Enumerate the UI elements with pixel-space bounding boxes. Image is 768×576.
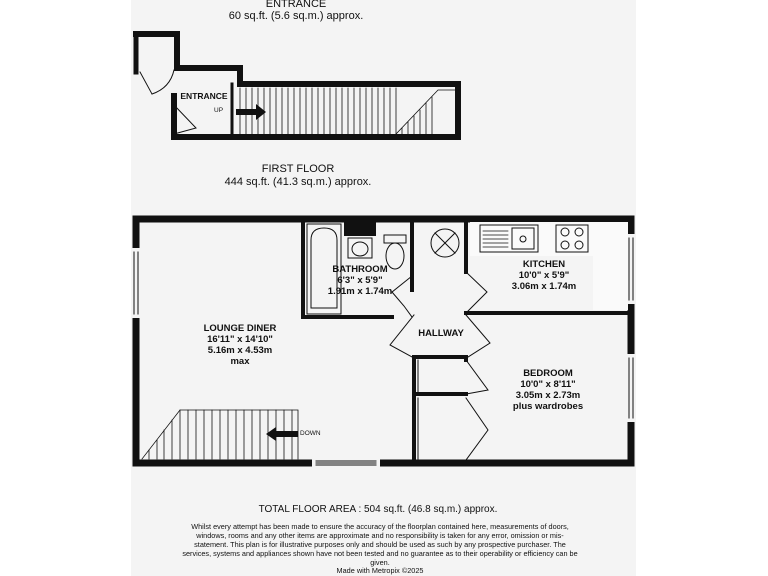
room-name: KITCHEN	[522, 259, 566, 270]
room-bathroom	[328, 264, 392, 297]
entrance-stair-treads	[240, 88, 455, 134]
room-note: plus wardrobes	[512, 401, 584, 412]
up-arrow-icon	[236, 104, 266, 120]
stair-down-label: DOWN	[300, 430, 321, 437]
room-dimension-metric: 3.05m x 2.73m	[515, 390, 581, 401]
room-kitchen	[512, 259, 576, 292]
first-floor-title: FIRST FLOOR	[261, 163, 335, 175]
room-dimension-metric: 5.16m x 4.53m	[207, 345, 273, 356]
entrance-floor-title: ENTRANCE	[265, 0, 327, 10]
first-floor-area: 444 sq.ft. (41.3 sq.m.) approx.	[224, 176, 372, 188]
room-dimension-metric: 3.06m x 1.74m	[511, 281, 577, 292]
credit-text: Made with Metropix ©2025	[336, 566, 424, 575]
room-name: HALLWAY	[418, 328, 464, 339]
room-dimension-metric: 1.91m x 1.74m	[327, 286, 393, 297]
room-dimension-imperial: 16'11" x 14'10"	[207, 334, 273, 345]
room-dimension-imperial: 10'0" x 5'9"	[518, 270, 570, 281]
room-dimension-imperial: 10'0" x 8'11"	[520, 379, 576, 390]
room-name: BEDROOM	[523, 368, 573, 379]
room-hallway	[418, 328, 464, 339]
stair-up-label: UP	[214, 107, 224, 114]
down-arrow-icon	[266, 427, 298, 441]
room-note: max	[230, 356, 250, 367]
room-lounge-diner	[204, 323, 277, 367]
disclaimer-text: Whilst every attempt has been made to ensure the accuracy of the floorplan contained here, measurements of doors, windows, rooms and any other items are approximate and no responsibility is taken for any error, omission or mis-statement. This plan is for illustrative purposes only and should be used as such by any prospective purchaser. The services, systems and appliances shown have not been tested and no guarantee as to their operability or efficiency can be given.	[182, 522, 578, 567]
room-dimension-imperial: 6'3" x 5'9"	[337, 275, 383, 286]
entrance-floor-area: 60 sq.ft. (5.6 sq.m.) approx.	[228, 10, 364, 22]
room-name: LOUNGE DINER	[203, 323, 277, 334]
room-name: BATHROOM	[332, 264, 388, 275]
entrance-plan	[136, 34, 458, 137]
total-floor-area: TOTAL FLOOR AREA : 504 sq.ft. (46.8 sq.m.) approx.	[258, 504, 498, 515]
entrance-room-label: ENTRANCE	[180, 91, 228, 101]
room-bedroom	[513, 368, 583, 412]
